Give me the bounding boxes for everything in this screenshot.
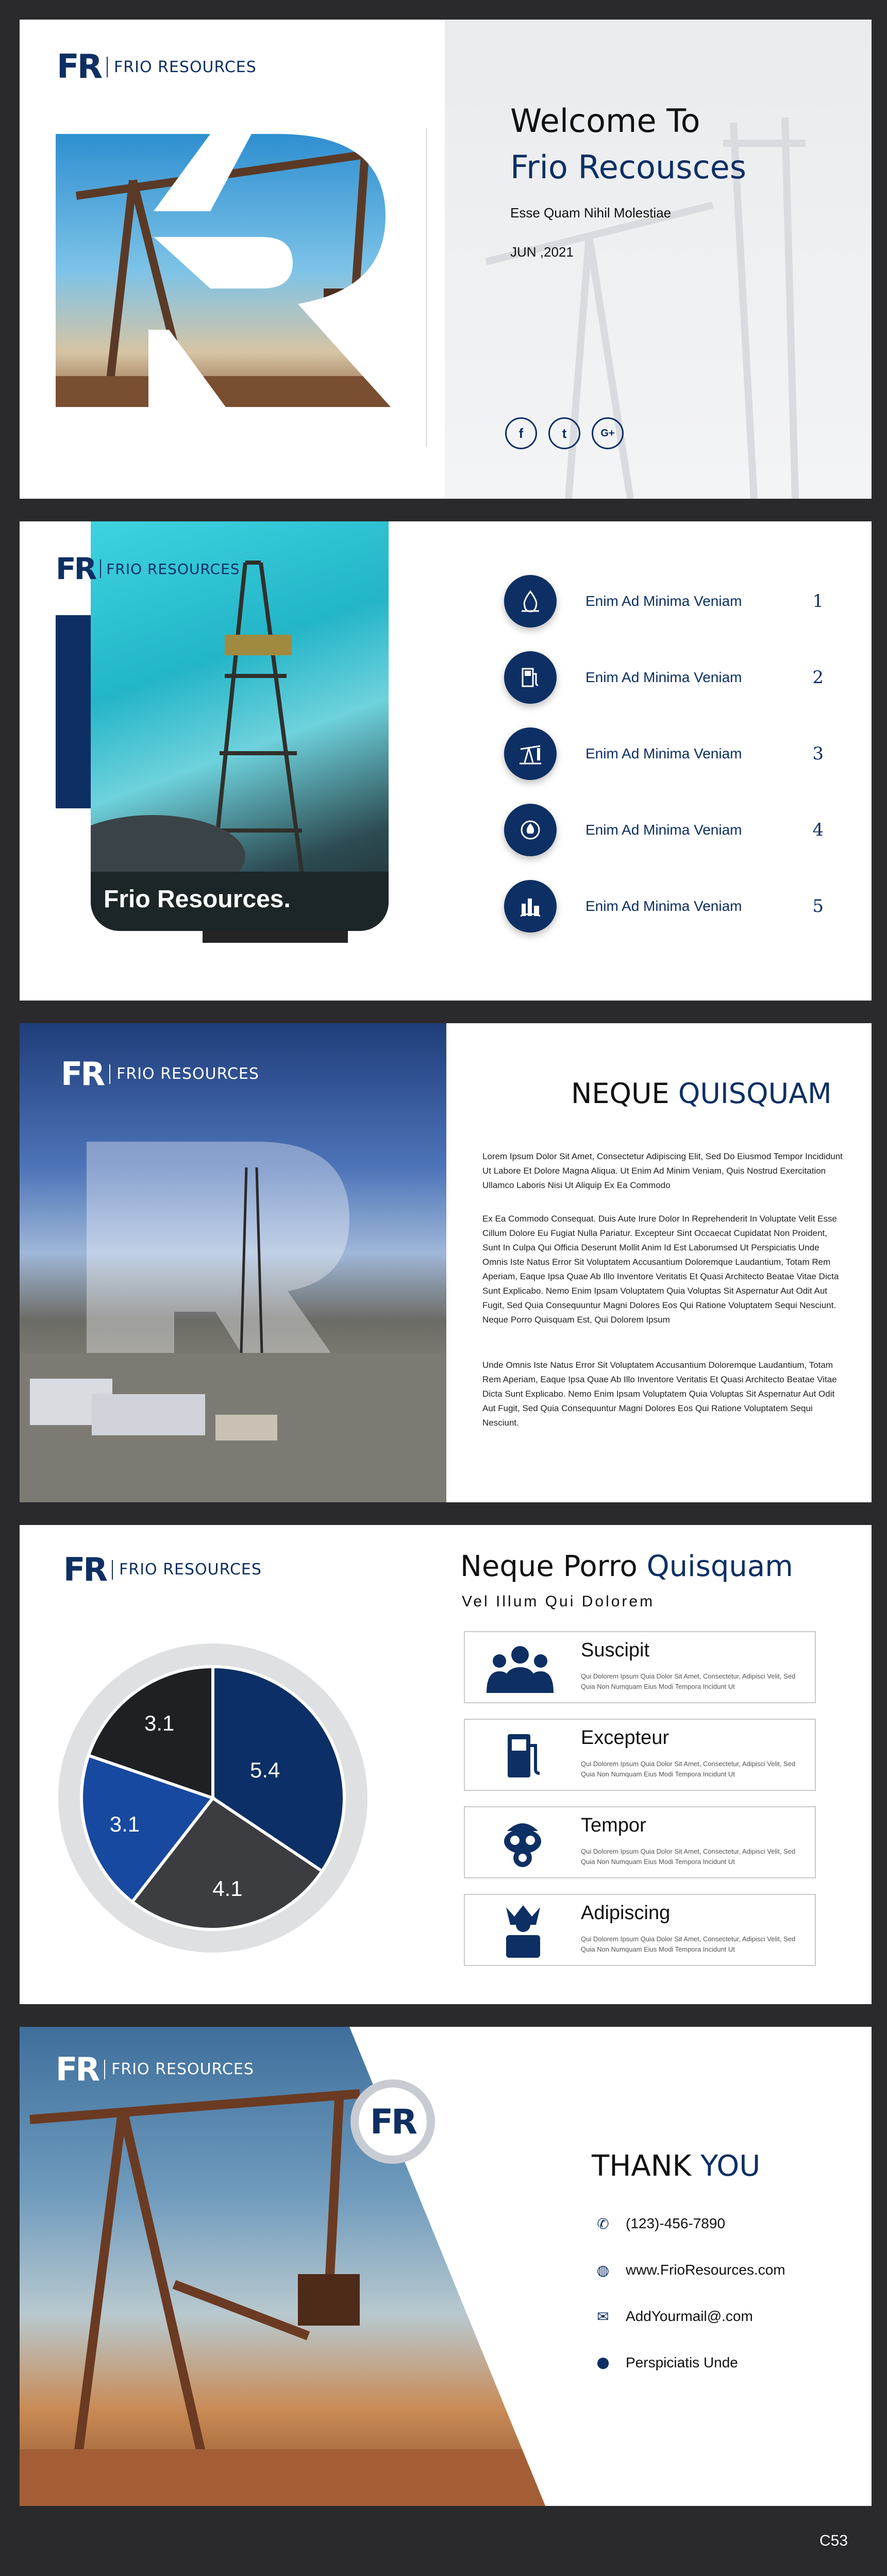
pumpjack-icon — [504, 727, 557, 780]
contact-phone[interactable] — [593, 2213, 725, 2234]
logo-mark: FR — [63, 1551, 106, 1588]
paragraph-1: Lorem Ipsum Dolor Sit Amet, Consectetur Adipiscing Elit, Sed Do Eiusmod Tempor Incididunt Ut Labore Et Dolore Magna Aliqua. Ut Enim Ad Minim Veniam, Quis Nostrud Exercitation Ullamco Laboris Nisi Ut Aliquip Ex Ea Commodo — [482, 1151, 843, 1190]
card-description: Qui Dolorem Ipsum Quia Dolor Sit Amet, Consectetur, Adipisci Velit, Sed Quia Non Numquam Eius Modi Tempora Incidunt Ut — [581, 1935, 796, 1953]
logo-text: FRIO RESOURCES — [119, 1561, 262, 1579]
hero-photo-letters — [56, 134, 401, 407]
list-item-label: Enim Ad Minima Veniam — [585, 745, 742, 761]
gas-mask-icon — [497, 1816, 548, 1871]
photo-caption: Frio Resources. — [104, 886, 291, 913]
twitter-icon[interactable]: t — [548, 417, 580, 449]
contact-text: (123)-456-7890 — [626, 2215, 726, 2231]
feature-card — [464, 1894, 816, 1966]
gas-badge-icon — [504, 804, 557, 856]
logo — [56, 551, 240, 586]
heading-part-a: NEQUE — [571, 1077, 670, 1110]
logo — [57, 48, 257, 86]
logo-text: FRIO RESOURCES — [106, 560, 240, 578]
logo-mark: FR — [56, 551, 95, 586]
mail-icon: ✉ — [597, 2308, 609, 2325]
footer-code: C53 — [819, 2532, 848, 2549]
thank-you-title — [592, 2149, 760, 2183]
title-part-b: Quisquam — [646, 1550, 793, 1583]
list-item-number: 2 — [812, 667, 824, 688]
slide-list — [20, 521, 872, 1001]
card-description: Qui Dolorem Ipsum Quia Dolor Sit Amet, Consectetur, Adipisci Velit, Sed Quia Non Numquam Eius Modi Tempora Incidunt Ut — [581, 1848, 796, 1866]
pie-chart — [58, 1643, 367, 1953]
card-title: Adipiscing — [581, 1902, 671, 1924]
contact-website[interactable] — [593, 2260, 785, 2280]
slide-article — [20, 1023, 872, 1502]
globe-icon: ◍ — [596, 2262, 610, 2278]
logo-mark: FR — [56, 2050, 98, 2088]
card-description: Qui Dolorem Ipsum Quia Dolor Sit Amet, Consectetur, Adipisci Velit, Sed Quia Non Numquam Eius Modi Tempora Incidunt Ut — [581, 1672, 796, 1690]
welcome-label: Welcome To — [510, 102, 700, 140]
logo-mark: FR — [57, 48, 101, 86]
title-part-a: THANK — [592, 2149, 692, 2183]
pie-label-4: 3.1 — [144, 1710, 175, 1735]
accent-bar — [56, 615, 93, 808]
phone-icon: ✆ — [597, 2215, 609, 2232]
chart-subtitle: Vel Illum Qui Dolorem — [462, 1593, 655, 1610]
location-pin-icon: ⬤ — [596, 2356, 610, 2369]
people-icon — [487, 1643, 554, 1693]
logo-mark: FR — [61, 1055, 104, 1093]
list-item-label: Enim Ad Minima Veniam — [585, 593, 742, 609]
pie-label-3: 3.1 — [109, 1812, 140, 1837]
list-item-number: 4 — [812, 820, 824, 840]
card-title: Tempor — [581, 1815, 646, 1836]
logo-divider — [104, 2060, 105, 2079]
card-title: Excepteur — [581, 1727, 670, 1749]
slide-contact — [20, 2027, 872, 2506]
slide-welcome — [20, 20, 872, 499]
fuel-pump-icon — [504, 651, 557, 704]
date-label: JUN ,2021 — [510, 244, 574, 260]
feature-card — [464, 1631, 816, 1703]
facebook-icon[interactable]: f — [505, 417, 537, 449]
drilling-site-photo — [20, 1023, 446, 1502]
card-title: Suscipit — [581, 1639, 650, 1661]
logo-badge — [350, 2079, 435, 2164]
logo — [63, 1551, 262, 1588]
pumpjack-photo — [20, 2027, 545, 2506]
social-links — [505, 417, 624, 449]
logo — [61, 1055, 259, 1093]
oil-drop-icon — [504, 575, 557, 628]
logo-divider — [107, 57, 108, 77]
list-item — [504, 802, 824, 858]
paragraph-2: Ex Ea Commodo Consequat. Duis Aute Irure Dolor In Reprehenderit In Voluptate Velit Esse Cillum Dolore Eu Fugiat Nulla Pariatur. Excepteur Sint Occaecat Cupidatat Non Proident, Sunt In Culpa Qui Officia Deserunt Mollit Anim Id Est Laborumsed Ut Perspiciatis Unde Omnis Iste Natus Error Sit Voluptatem Accusantium Doloremque Laudantium, Totam Rem Aperiam, Eaque Ipsa Quae Ab Illo Inventore Veritatis Et Quasi Architecto Beatae Vitae Dicta Sunt Explicabo. Nemo Enim Ipsam Voluptatem Quia Voluptas Sit Aspernatur Aut Odit Aut Fugit, Sed Quia Consequuntur Magni Dolores Eos Qui Ratione Voluptatem Sequi Nesciunt. Neque Porro Quisquam Est, Qui Dolorem Ipsum — [482, 1214, 839, 1325]
logo-text: FRIO RESOURCES — [116, 1065, 259, 1083]
pie-label-1: 5.4 — [250, 1757, 280, 1782]
list-item-number: 1 — [812, 591, 824, 612]
list-item — [504, 573, 824, 630]
logo-divider — [109, 1064, 110, 1084]
feature-card — [464, 1806, 816, 1878]
list-item — [504, 878, 824, 935]
list-item-label: Enim Ad Minima Veniam — [585, 822, 742, 838]
logo-badge-mark: FR — [370, 2102, 415, 2142]
title-part-a: Neque Porro — [460, 1550, 638, 1583]
contact-email[interactable] — [593, 2306, 753, 2327]
contact-location[interactable] — [593, 2352, 738, 2373]
logo-text: FRIO RESOURCES — [114, 58, 257, 76]
card-description: Qui Dolorem Ipsum Quia Dolor Sit Amet, Consectetur, Adipisci Velit, Sed Quia Non Numquam Eius Modi Tempora Incidunt Ut — [581, 1760, 796, 1778]
contact-text: www.FrioResources.com — [626, 2262, 785, 2278]
list-item-label: Enim Ad Minima Veniam — [585, 669, 742, 685]
fuel-pump-icon — [504, 1730, 545, 1782]
list-item-number: 3 — [812, 743, 824, 764]
welcome-subtitle: Esse Quam Nihil Molestiae — [510, 205, 672, 221]
heading-part-b: QUISQUAM — [678, 1077, 832, 1110]
logo — [56, 2050, 254, 2088]
divider-line — [426, 128, 427, 447]
contact-text: Perspiciatis Unde — [626, 2354, 738, 2370]
paragraph-3: Unde Omnis Iste Natus Error Sit Voluptatem Accusantium Doloremque Laudantium, Totam Rem Aperiam, Eaque Ipsa Quae Ab Illo Inventore Veritatis Et Quasi Architecto Beatae Vitae Dicta Sunt Explicabo. Nemo Enim Ipsam Voluptatem Quia Voluptas Sit Aspernatur Aut Odit Aut Fugit, Sed Quia Consequuntur Magni Dolores Eos Qui Ratione Voluptatem Sequi Nesciunt. — [482, 1360, 837, 1428]
slide-chart — [20, 1525, 872, 2004]
list-item-label: Enim Ad Minima Veniam — [585, 898, 742, 914]
google-plus-icon[interactable]: G+ — [592, 417, 624, 449]
contact-text: AddYourmail@.com — [626, 2308, 753, 2324]
logo-divider — [100, 560, 101, 578]
refinery-icon — [504, 880, 557, 933]
list-item-number: 5 — [812, 896, 824, 917]
logo-text: FRIO RESOURCES — [111, 2060, 254, 2078]
worker-icon — [502, 1902, 544, 1959]
list-item — [504, 649, 824, 706]
feature-card — [464, 1719, 816, 1791]
list-item — [504, 725, 824, 782]
pie-label-2: 4.1 — [212, 1876, 243, 1901]
logo-divider — [112, 1560, 113, 1580]
company-title: Frio Recousces — [510, 148, 747, 186]
chart-title — [460, 1550, 793, 1583]
section-heading — [571, 1077, 832, 1110]
title-part-b: YOU — [700, 2149, 761, 2183]
